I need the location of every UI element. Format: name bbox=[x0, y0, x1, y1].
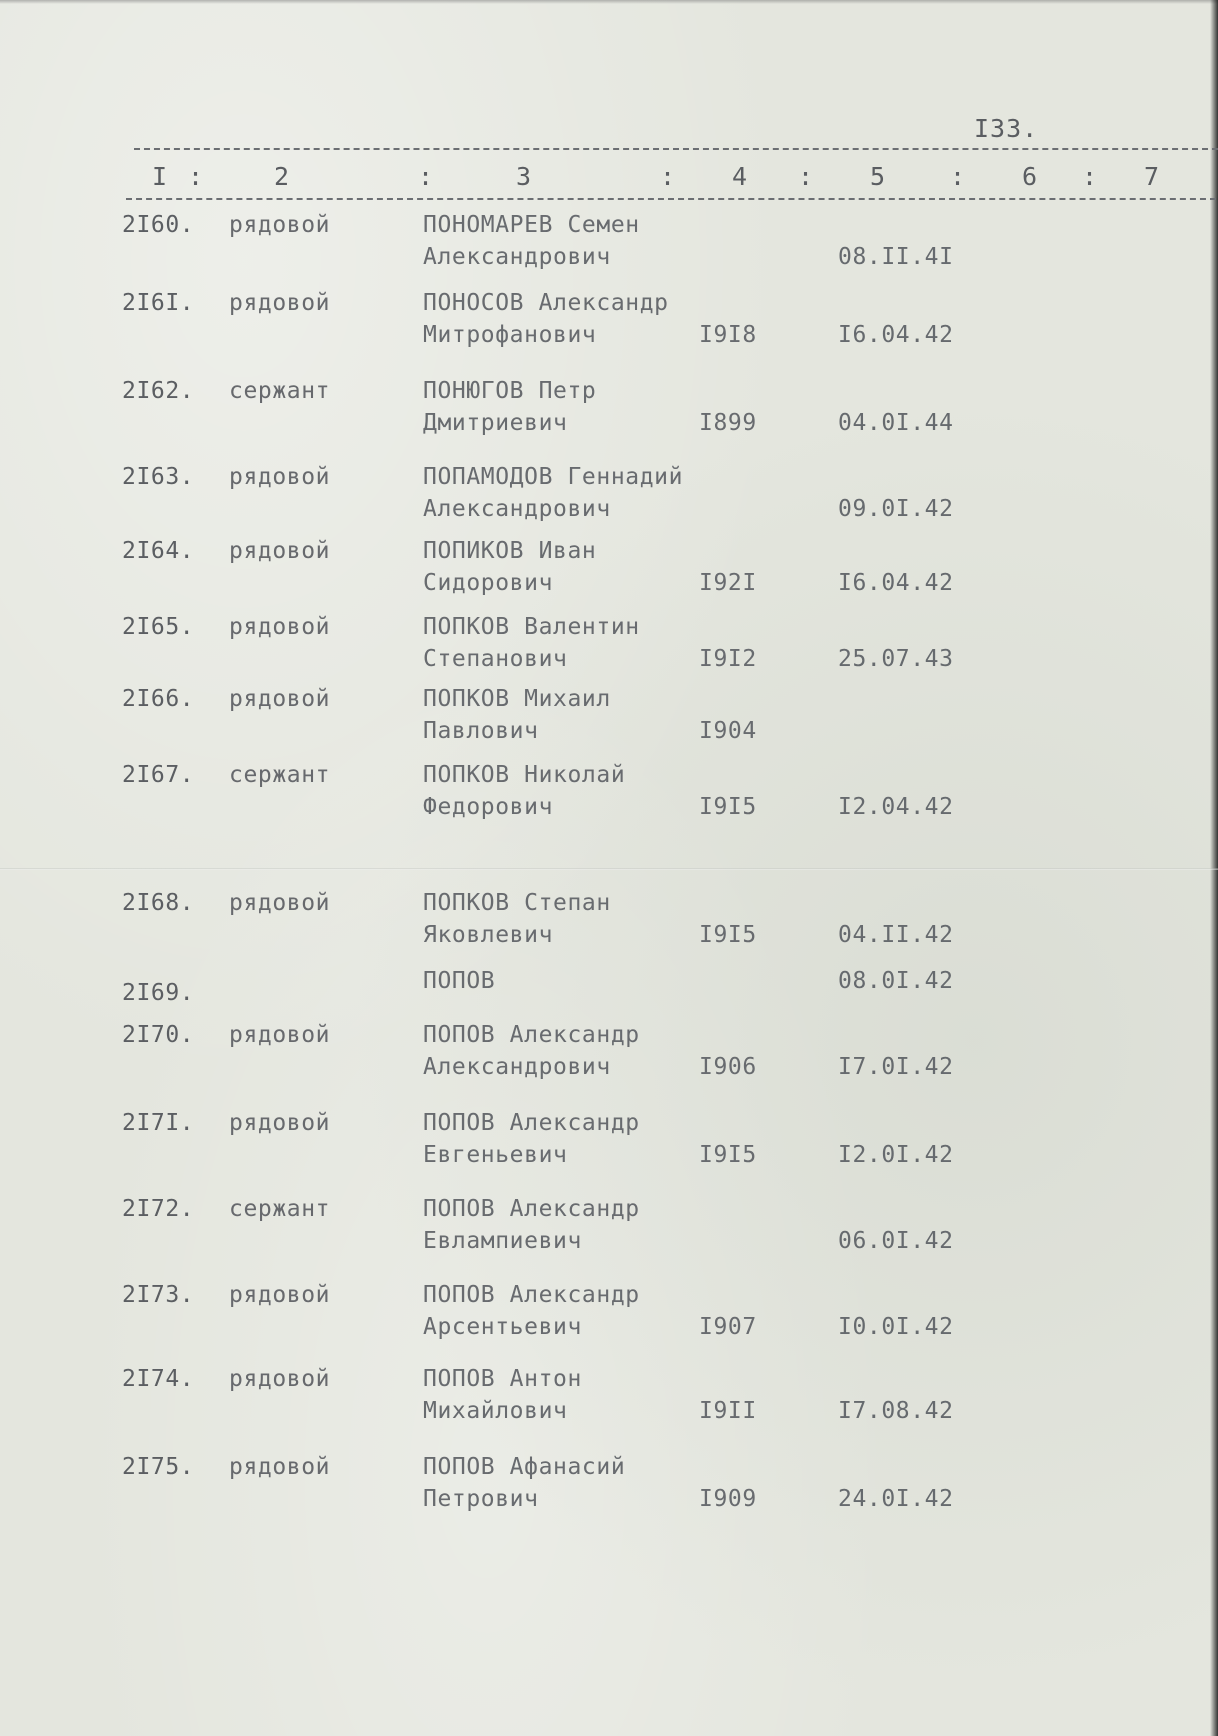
entry-rank: рядовой bbox=[229, 1110, 331, 1136]
entry-birth-year: I899 bbox=[699, 410, 757, 436]
entry-birth-year: I907 bbox=[699, 1314, 757, 1340]
entry-birth-year: I9I8 bbox=[699, 322, 757, 348]
entry-surname-first-name: ПОПОВ Александр bbox=[423, 1110, 640, 1136]
entry-rank: рядовой bbox=[229, 686, 331, 712]
entry-date: I2.0I.42 bbox=[838, 1142, 954, 1168]
entry-number: 2I74. bbox=[122, 1366, 195, 1392]
entry-surname-first-name: ПОПКОВ Николай bbox=[423, 762, 626, 788]
entry-birth-year: I906 bbox=[699, 1054, 757, 1080]
entry-number: 2I70. bbox=[122, 1022, 195, 1048]
page-number: I33. bbox=[974, 114, 1039, 143]
entry-patronymic: Михайлович bbox=[423, 1398, 568, 1424]
entry-number: 2I62. bbox=[122, 378, 195, 404]
entry-patronymic: Александрович bbox=[423, 244, 611, 270]
entry-number: 2I6I. bbox=[122, 290, 195, 316]
entry-birth-year: I909 bbox=[699, 1486, 757, 1512]
entry-number: 2I72. bbox=[122, 1196, 195, 1222]
column-header-5: 5 bbox=[870, 162, 886, 191]
entry-number: 2I67. bbox=[122, 762, 195, 788]
entry-patronymic: Петрович bbox=[423, 1486, 539, 1512]
entry-rank: рядовой bbox=[229, 464, 331, 490]
entry-date: I6.04.42 bbox=[838, 322, 954, 348]
entry-rank: рядовой bbox=[229, 212, 331, 238]
entry-date: 08.0I.42 bbox=[838, 968, 954, 994]
entry-number: 2I7I. bbox=[122, 1110, 195, 1136]
entry-number: 2I73. bbox=[122, 1282, 195, 1308]
column-header-row bbox=[126, 162, 1216, 200]
entry-date: I7.08.42 bbox=[838, 1398, 954, 1424]
paper-fold-line bbox=[0, 868, 1218, 870]
entry-date: I6.04.42 bbox=[838, 570, 954, 596]
entry-patronymic: Федорович bbox=[423, 794, 554, 820]
entry-birth-year: I9I5 bbox=[699, 794, 757, 820]
entry-number: 2I66. bbox=[122, 686, 195, 712]
entry-surname-first-name: ПОНЮГОВ Петр bbox=[423, 378, 597, 404]
column-separator: : bbox=[660, 162, 676, 191]
entry-patronymic: Александрович bbox=[423, 496, 611, 522]
entry-number: 2I68. bbox=[122, 890, 195, 916]
entry-surname-first-name: ПОПОВ Александр bbox=[423, 1196, 640, 1222]
entry-surname-first-name: ПОПАМОДОВ Геннадий bbox=[423, 464, 684, 490]
entry-birth-year: I9I5 bbox=[699, 922, 757, 948]
entry-patronymic: Арсентьевич bbox=[423, 1314, 582, 1340]
column-separator: : bbox=[950, 162, 966, 191]
column-separator: : bbox=[798, 162, 814, 191]
entry-number: 2I65. bbox=[122, 614, 195, 640]
entry-birth-year: I9I2 bbox=[699, 646, 757, 672]
entry-number: 2I75. bbox=[122, 1454, 195, 1480]
entry-patronymic: Евлампиевич bbox=[423, 1228, 582, 1254]
column-header-3: 3 bbox=[516, 162, 532, 191]
entry-surname-first-name: ПОНОСОВ Александр bbox=[423, 290, 669, 316]
entry-rank: рядовой bbox=[229, 290, 331, 316]
entry-date: 04.0I.44 bbox=[838, 410, 954, 436]
entry-patronymic: Степанович bbox=[423, 646, 568, 672]
entry-date: 08.II.4I bbox=[838, 244, 954, 270]
entry-date: I7.0I.42 bbox=[838, 1054, 954, 1080]
column-separator: : bbox=[1082, 162, 1098, 191]
entry-surname-first-name: ПОПКОВ Михаил bbox=[423, 686, 611, 712]
entry-surname-first-name: ПОПОВ Афанасий bbox=[423, 1454, 626, 1480]
column-header-4: 4 bbox=[732, 162, 748, 191]
entry-patronymic: Сидорович bbox=[423, 570, 554, 596]
entry-number: 2I60. bbox=[122, 212, 195, 238]
entry-date: 24.0I.42 bbox=[838, 1486, 954, 1512]
entry-birth-year: I904 bbox=[699, 718, 757, 744]
entry-patronymic: Евгеньевич bbox=[423, 1142, 568, 1168]
entry-patronymic: Яковлевич bbox=[423, 922, 554, 948]
entry-patronymic: Александрович bbox=[423, 1054, 611, 1080]
column-header-2: 2 bbox=[274, 162, 290, 191]
entry-surname-first-name: ПОПКОВ Степан bbox=[423, 890, 611, 916]
header-top-rule bbox=[134, 148, 1218, 150]
entry-number: 2I63. bbox=[122, 464, 195, 490]
entry-surname-first-name: ПОПОВ bbox=[423, 968, 496, 994]
entry-rank: сержант bbox=[229, 378, 331, 404]
entry-birth-year: I9I5 bbox=[699, 1142, 757, 1168]
entry-date: I0.0I.42 bbox=[838, 1314, 954, 1340]
entry-birth-year: I9II bbox=[699, 1398, 757, 1424]
entry-rank: рядовой bbox=[229, 538, 331, 564]
entry-birth-year: I92I bbox=[699, 570, 757, 596]
column-header-6: 6 bbox=[1022, 162, 1038, 191]
entry-number: 2I64. bbox=[122, 538, 195, 564]
page-top-edge bbox=[0, 0, 1218, 4]
entry-date: 09.0I.42 bbox=[838, 496, 954, 522]
entry-surname-first-name: ПОПКОВ Валентин bbox=[423, 614, 640, 640]
column-separator: : bbox=[188, 162, 204, 191]
entry-surname-first-name: ПОНОМАРЕВ Семен bbox=[423, 212, 640, 238]
entry-rank: рядовой bbox=[229, 1282, 331, 1308]
entry-rank: сержант bbox=[229, 1196, 331, 1222]
entry-rank: рядовой bbox=[229, 1454, 331, 1480]
entry-date: 06.0I.42 bbox=[838, 1228, 954, 1254]
column-separator: : bbox=[418, 162, 434, 191]
entry-number: 2I69. bbox=[122, 980, 195, 1006]
entry-patronymic: Митрофанович bbox=[423, 322, 597, 348]
entry-date: 25.07.43 bbox=[838, 646, 954, 672]
column-header-7: 7 bbox=[1144, 162, 1160, 191]
entry-patronymic: Дмитриевич bbox=[423, 410, 568, 436]
entry-rank: рядовой bbox=[229, 890, 331, 916]
entry-surname-first-name: ПОПОВ Александр bbox=[423, 1282, 640, 1308]
entry-rank: рядовой bbox=[229, 1366, 331, 1392]
entry-surname-first-name: ПОПОВ Антон bbox=[423, 1366, 582, 1392]
entry-patronymic: Павлович bbox=[423, 718, 539, 744]
entry-rank: сержант bbox=[229, 762, 331, 788]
entry-surname-first-name: ПОПОВ Александр bbox=[423, 1022, 640, 1048]
column-header-1: I bbox=[152, 162, 168, 191]
entry-surname-first-name: ПОПИКОВ Иван bbox=[423, 538, 597, 564]
entry-rank: рядовой bbox=[229, 614, 331, 640]
entry-rank: рядовой bbox=[229, 1022, 331, 1048]
entry-date: I2.04.42 bbox=[838, 794, 954, 820]
entry-date: 04.II.42 bbox=[838, 922, 954, 948]
